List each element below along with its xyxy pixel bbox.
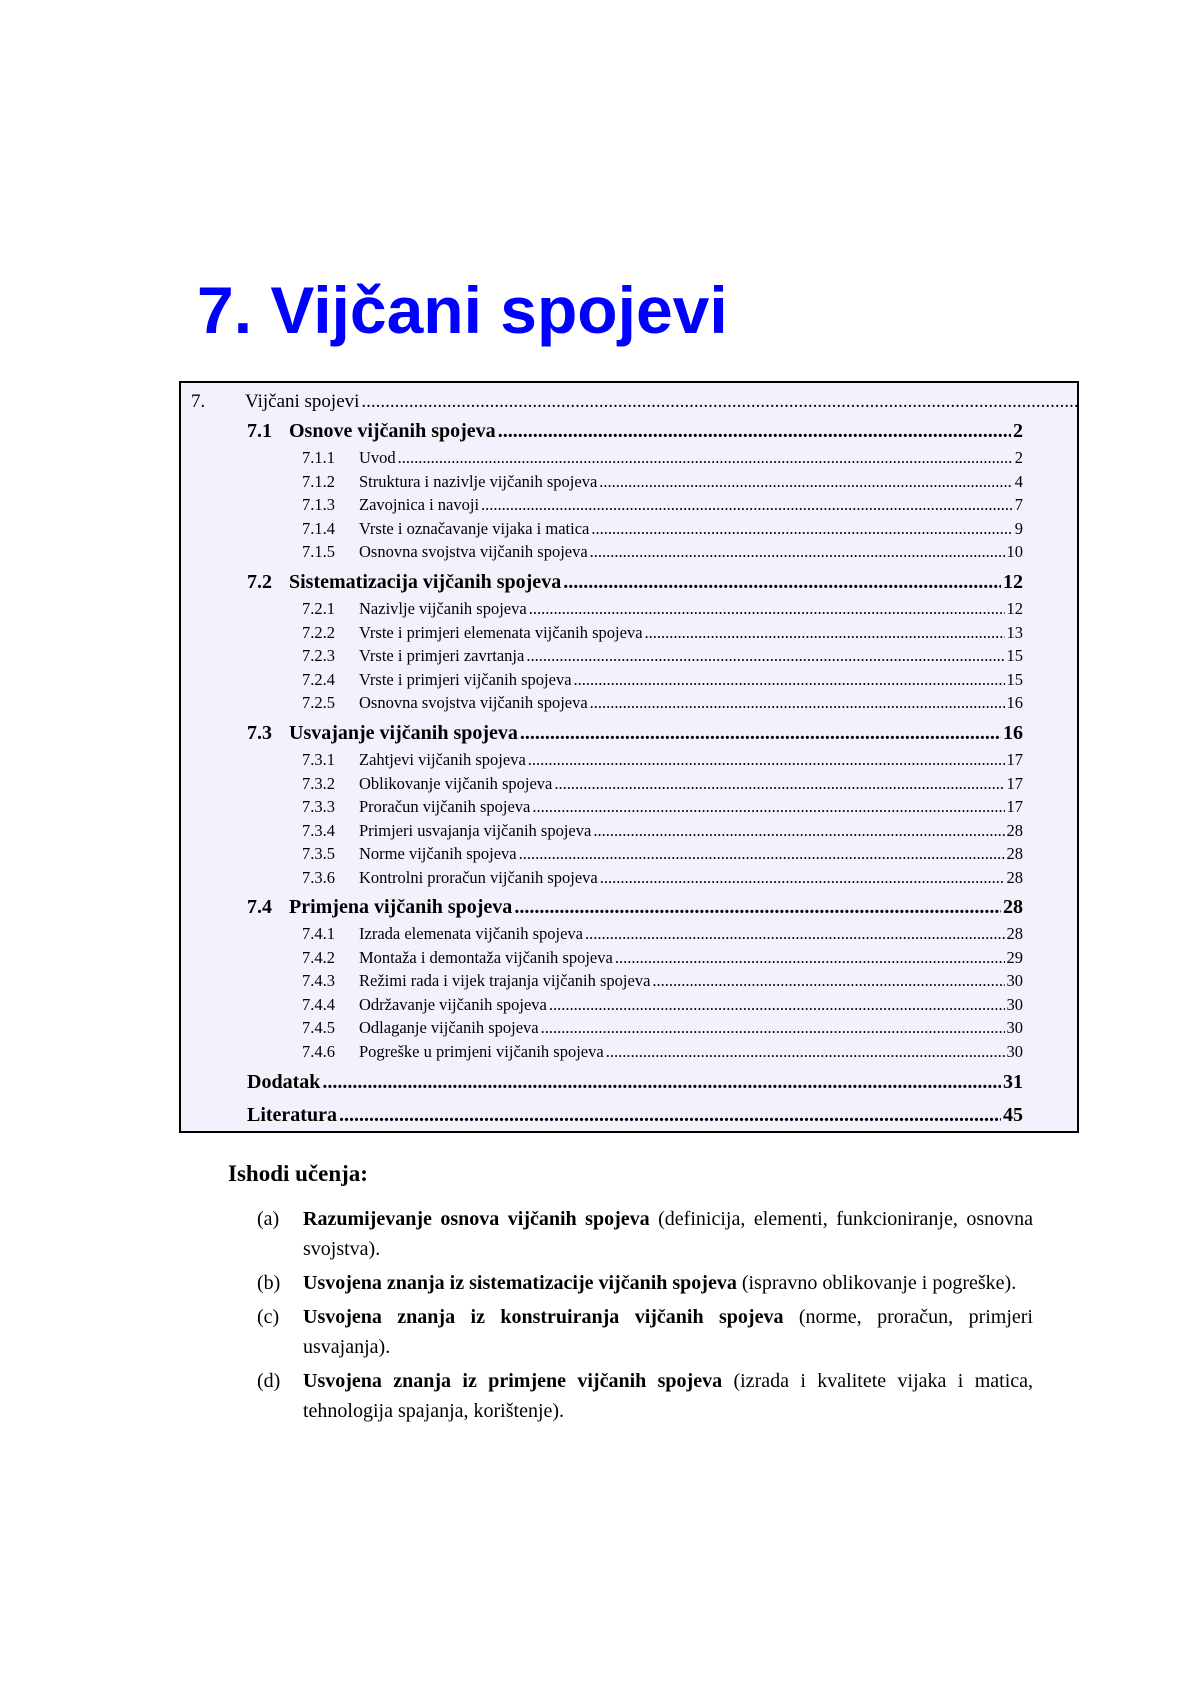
toc-entry-number: 7.3.1: [302, 750, 335, 769]
toc-subsection-entry[interactable]: [302, 868, 1023, 890]
outcome-detail: (norme, proračun, primjeri usvajanja).: [303, 1306, 1033, 1358]
outcome-text: [303, 1268, 1033, 1298]
toc-entry-label: Nazivlje vijčanih spojeva: [359, 599, 527, 618]
toc-leader-dots: [481, 495, 1013, 515]
outcomes-list: [228, 1204, 1033, 1426]
toc-entry-number: 7.1.3: [302, 495, 335, 514]
outcome-bold-title: Razumijevanje osnova vijčanih spojeva: [303, 1208, 650, 1230]
outcome-item: [228, 1204, 1033, 1264]
toc-subsection-entry[interactable]: [302, 924, 1023, 946]
toc-entry-label: Montaža i demontaža vijčanih spojeva: [359, 948, 613, 967]
outcome-detail: (izrada i kvalitete vijaka i matica, tehnologija spajanja, korištenje).: [303, 1370, 1033, 1422]
toc-subsection-entry[interactable]: [302, 542, 1023, 564]
toc-leader-dots: [590, 542, 1005, 562]
toc-entry-label: Uvod: [359, 448, 396, 467]
toc-entry-label: Održavanje vijčanih spojeva: [359, 995, 547, 1014]
toc-leader-dots: [590, 693, 1005, 713]
toc-entry-page: 31: [1003, 1071, 1023, 1093]
toc-entry-number: 7.3.6: [302, 868, 335, 887]
toc-leader-dots: [574, 670, 1005, 690]
toc-subsection-entry[interactable]: [302, 774, 1023, 796]
toc-entry-page: 16: [1006, 693, 1023, 712]
toc-entry-label: Primjeri usvajanja vijčanih spojeva: [359, 821, 592, 840]
toc-section-entry[interactable]: [247, 420, 1023, 446]
toc-entry-number: 7.2: [247, 571, 272, 593]
toc-entry-number: 7.4.4: [302, 995, 335, 1014]
toc-entry-label: Vijčani spojevi: [245, 391, 360, 412]
toc-entry-page: 2: [1014, 448, 1023, 467]
toc-entry-label: Norme vijčanih spojeva: [359, 844, 517, 863]
chapter-title: 7. Vijčani spojevi: [197, 273, 728, 347]
toc-entry-label: Struktura i nazivlje vijčanih spojeva: [359, 472, 598, 491]
toc-entry-number: 7.2.4: [302, 670, 335, 689]
outcome-marker: (d): [257, 1370, 281, 1392]
outcome-detail: (definicija, elementi, funkcioniranje, osnovna svojstva).: [303, 1208, 1033, 1260]
toc-leader-dots: [361, 391, 1079, 413]
toc-entry-page: 17: [1006, 797, 1023, 816]
toc-entry-page: 17: [1006, 750, 1023, 769]
toc-subsection-entry[interactable]: [302, 519, 1023, 541]
toc-section-entry[interactable]: [247, 571, 1023, 597]
toc-entry-page: 28: [1006, 844, 1023, 863]
toc-literature-entry[interactable]: [247, 1104, 1023, 1130]
toc-leader-dots: [322, 1071, 1001, 1094]
toc-section-entry[interactable]: [247, 722, 1023, 748]
toc-entry-page: 2: [1013, 420, 1023, 442]
toc-entry-number: 7.2.5: [302, 693, 335, 712]
toc-leader-dots: [398, 448, 1013, 468]
toc-leader-dots: [339, 1104, 1001, 1127]
outcome-text: [303, 1204, 1033, 1264]
toc-entry-label: Dodatak: [247, 1071, 321, 1093]
toc-entry-page: 30: [1006, 1042, 1023, 1061]
toc-entry-number: 7.4: [247, 896, 272, 918]
toc-entry-label: Režimi rada i vijek trajanja vijčanih spojeva: [359, 971, 651, 990]
toc-entry-number: 7.3: [247, 722, 272, 744]
toc-entry-page: 29: [1006, 948, 1023, 967]
toc-chapter-entry[interactable]: [191, 391, 1079, 415]
toc-entry-label: Osnovna svojstva vijčanih spojeva: [359, 542, 588, 561]
toc-subsection-entry[interactable]: [302, 821, 1023, 843]
toc-subsection-entry[interactable]: [302, 1042, 1023, 1064]
toc-entry-number: 7.3.3: [302, 797, 335, 816]
toc-entry-number: 7.4.5: [302, 1018, 335, 1037]
toc-entry-label: Proračun vijčanih spojeva: [359, 797, 531, 816]
toc-leader-dots: [615, 948, 1005, 968]
toc-subsection-entry[interactable]: [302, 495, 1023, 517]
toc-entry-page: 28: [1006, 821, 1023, 840]
toc-entry-label: Pogreške u primjeni vijčanih spojeva: [359, 1042, 604, 1061]
outcome-bold-title: Usvojena znanja iz konstruiranja vijčanih spojeva: [303, 1306, 784, 1328]
toc-entry-label: Vrste i primjeri vijčanih spojeva: [359, 670, 572, 689]
toc-entry-number: 7.3.5: [302, 844, 335, 863]
toc-entry-number: 7.2.2: [302, 623, 335, 642]
toc-entry-page: 15: [1006, 670, 1023, 689]
toc-entry-number: 7.2.1: [302, 599, 335, 618]
toc-subsection-entry[interactable]: [302, 750, 1023, 772]
outcome-bold-title: Usvojena znanja iz sistematizacije vijčanih spojeva: [303, 1272, 737, 1294]
toc-leader-dots: [652, 971, 1004, 991]
toc-entry-page: 45: [1003, 1104, 1023, 1126]
toc-entry-label: Primjena vijčanih spojeva: [289, 896, 513, 918]
toc-entry-number: 7.4.1: [302, 924, 335, 943]
toc-subsection-entry[interactable]: [302, 844, 1023, 866]
learning-outcomes: [228, 1158, 1033, 1430]
toc-entry-page: 30: [1006, 1018, 1023, 1037]
toc-entry-label: Izrada elemenata vijčanih spojeva: [359, 924, 584, 943]
toc-leader-dots: [528, 750, 1005, 770]
outcome-marker: (b): [257, 1272, 281, 1294]
toc-entry-number: 7.: [191, 391, 206, 412]
toc-subsection-entry[interactable]: [302, 948, 1023, 970]
outcome-marker: (a): [257, 1208, 280, 1230]
toc-entry-page: 28: [1003, 896, 1023, 918]
toc-subsection-entry[interactable]: [302, 670, 1023, 692]
toc-entry-page: 28: [1006, 868, 1023, 887]
toc-subsection-entry[interactable]: [302, 448, 1023, 470]
toc-entry-label: Odlaganje vijčanih spojeva: [359, 1018, 539, 1037]
toc-subsection-entry[interactable]: [302, 599, 1023, 621]
toc-entry-page: 4: [1014, 472, 1023, 491]
toc-entry-page: 30: [1006, 971, 1023, 990]
toc-leader-dots: [532, 797, 1004, 817]
toc-leader-dots: [519, 844, 1005, 864]
outcome-bold-title: Usvojena znanja iz primjene vijčanih spojeva: [303, 1370, 723, 1392]
toc-entry-page: 30: [1006, 995, 1023, 1014]
toc-appendix-entry[interactable]: [247, 1071, 1023, 1097]
toc-leader-dots: [606, 1042, 1005, 1062]
toc-entry-page: 12: [1006, 599, 1023, 618]
toc-entry-number: 7.4.6: [302, 1042, 335, 1061]
outcomes-heading: Ishodi učenja:: [228, 1161, 368, 1186]
toc-subsection-entry[interactable]: [302, 646, 1023, 668]
toc-subsection-entry[interactable]: [302, 995, 1023, 1017]
outcome-text: [303, 1366, 1033, 1426]
toc-subsection-entry[interactable]: [302, 693, 1023, 715]
toc-entry-label: Osnove vijčanih spojeva: [289, 420, 496, 442]
toc-entry-number: 7.1.5: [302, 542, 335, 561]
toc-entry-page: 13: [1006, 623, 1023, 642]
toc-leader-dots: [645, 623, 1005, 643]
toc-subsection-entry[interactable]: [302, 797, 1023, 819]
toc-leader-dots: [514, 896, 1001, 919]
toc-leader-dots: [599, 472, 1012, 492]
toc-entry-number: 7.2.3: [302, 646, 335, 665]
toc-leader-dots: [541, 1018, 1005, 1038]
toc-entry-number: 7.1.2: [302, 472, 335, 491]
toc-entry-number: 7.3.4: [302, 821, 335, 840]
toc-leader-dots: [529, 599, 1005, 619]
toc-entry-page: 17: [1006, 774, 1023, 793]
outcome-marker: (c): [257, 1306, 280, 1328]
toc-leader-dots: [520, 722, 1001, 745]
toc-entry-label: Zahtjevi vijčanih spojeva: [359, 750, 526, 769]
outcome-item: [228, 1268, 1033, 1298]
toc-entry-page: 10: [1006, 542, 1023, 561]
toc-entry-label: Oblikovanje vijčanih spojeva: [359, 774, 553, 793]
toc-entry-label: Usvajanje vijčanih spojeva: [289, 722, 518, 744]
outcome-item: [228, 1302, 1033, 1362]
toc-entry-label: Kontrolni proračun vijčanih spojeva: [359, 868, 598, 887]
toc-subsection-entry[interactable]: [302, 623, 1023, 645]
toc-section-entry[interactable]: [247, 896, 1023, 922]
toc-entry-label: Vrste i primjeri elemenata vijčanih spojeva: [359, 623, 643, 642]
outcome-item: [228, 1366, 1033, 1426]
toc-leader-dots: [549, 995, 1005, 1015]
toc-entry-number: 7.3.2: [302, 774, 335, 793]
toc-entry-number: 7.1: [247, 420, 272, 442]
toc-entry-page: 12: [1003, 571, 1023, 593]
toc-leader-dots: [498, 420, 1011, 443]
toc-entry-page: 28: [1006, 924, 1023, 943]
toc-leader-dots: [593, 821, 1004, 841]
toc-entry-number: 7.1.4: [302, 519, 335, 538]
toc-entry-label: Sistematizacija vijčanih spojeva: [289, 571, 562, 593]
toc-leader-dots: [526, 646, 1004, 666]
toc-entry-label: Literatura: [247, 1104, 337, 1126]
toc-entry-label: Vrste i označavanje vijaka i matica: [359, 519, 590, 538]
toc-entry-number: 7.4.3: [302, 971, 335, 990]
toc-leader-dots: [554, 774, 1004, 794]
toc-entry-number: 7.1.1: [302, 448, 335, 467]
toc-leader-dots: [563, 571, 1001, 594]
toc-entry-label: Osnovna svojstva vijčanih spojeva: [359, 693, 588, 712]
toc-entry-label: Zavojnica i navoji: [359, 495, 480, 514]
toc-entry-page: 16: [1003, 722, 1023, 744]
toc-subsection-entry[interactable]: [302, 971, 1023, 993]
table-of-contents: [179, 381, 1079, 1133]
toc-leader-dots: [591, 519, 1012, 539]
toc-leader-dots: [600, 868, 1005, 888]
toc-entry-page: 7: [1014, 495, 1023, 514]
toc-entry-number: 7.4.2: [302, 948, 335, 967]
toc-subsection-entry[interactable]: [302, 1018, 1023, 1040]
outcome-detail: (ispravno oblikovanje i pogreške).: [736, 1272, 1017, 1294]
toc-entry-page: 15: [1006, 646, 1023, 665]
toc-entry-page: 9: [1014, 519, 1023, 538]
outcome-text: [303, 1302, 1033, 1362]
toc-subsection-entry[interactable]: [302, 472, 1023, 494]
toc-leader-dots: [585, 924, 1004, 944]
toc-entry-label: Vrste i primjeri zavrtanja: [359, 646, 525, 665]
